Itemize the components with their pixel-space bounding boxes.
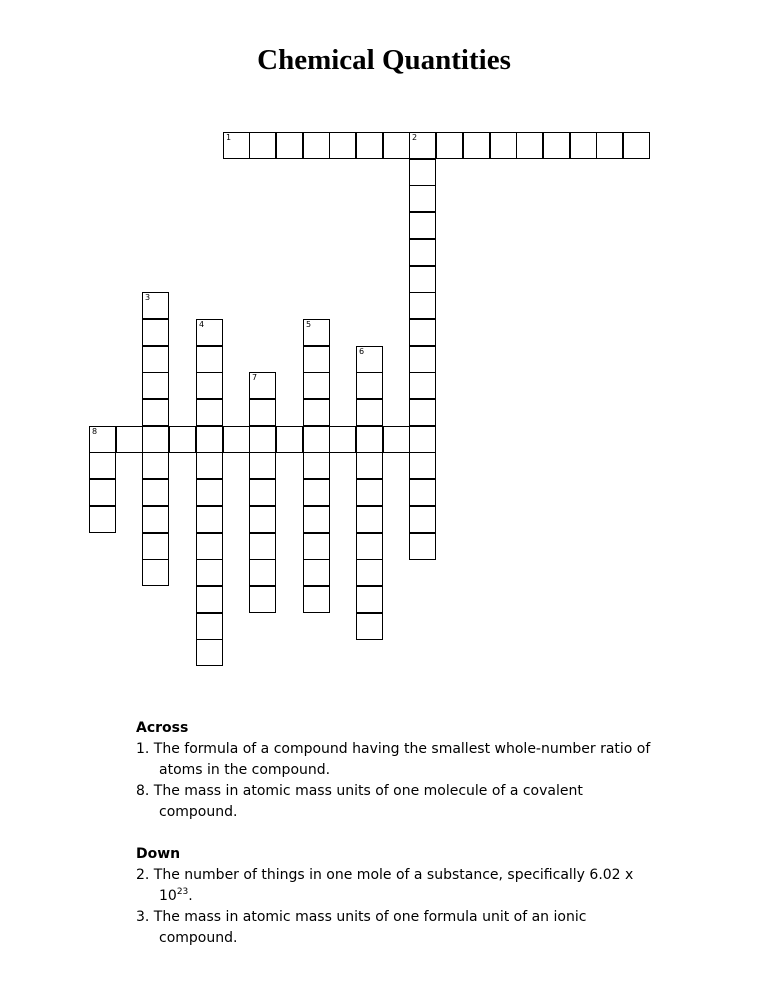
crossword-cell[interactable] [303, 372, 330, 399]
crossword-cell[interactable] [142, 452, 169, 479]
crossword-cell[interactable] [409, 506, 436, 533]
crossword-cell[interactable] [249, 559, 276, 586]
crossword-cell[interactable] [356, 399, 383, 426]
crossword-cell[interactable] [356, 426, 383, 453]
crossword-cell[interactable] [409, 479, 436, 506]
down-clue-3: 3. The mass in atomic mass units of one formula unit of an ionic compound. [136, 909, 587, 946]
crossword-cell[interactable] [249, 586, 276, 613]
crossword-cell[interactable] [409, 132, 436, 159]
crossword-cell[interactable] [142, 292, 169, 319]
crossword-cell[interactable] [383, 426, 410, 453]
crossword-cell[interactable] [142, 319, 169, 346]
crossword-cell[interactable] [409, 426, 436, 453]
crossword-cell[interactable] [142, 506, 169, 533]
crossword-cell[interactable] [383, 132, 410, 159]
crossword-cell[interactable] [249, 506, 276, 533]
crossword-cell[interactable] [463, 132, 490, 159]
crossword-cell[interactable] [196, 533, 223, 560]
crossword-cell[interactable] [249, 426, 276, 453]
crossword-cell[interactable] [89, 506, 116, 533]
clues-section [136, 718, 656, 949]
crossword-cell[interactable] [303, 479, 330, 506]
crossword-cell[interactable] [196, 452, 223, 479]
crossword-cell[interactable] [249, 479, 276, 506]
clue-number: 2 [412, 133, 418, 142]
crossword-cell[interactable] [223, 426, 250, 453]
crossword-cell[interactable] [142, 399, 169, 426]
down-clue-2 [136, 865, 656, 907]
clue-number: 6 [359, 347, 365, 356]
crossword-cell[interactable] [356, 479, 383, 506]
crossword-cell[interactable] [169, 426, 196, 453]
crossword-cell[interactable] [303, 586, 330, 613]
crossword-cell[interactable] [356, 586, 383, 613]
crossword-cell[interactable] [409, 159, 436, 186]
crossword-cell[interactable] [196, 586, 223, 613]
clue-number: 4 [199, 320, 205, 329]
crossword-cell[interactable] [89, 426, 116, 453]
crossword-cell[interactable] [142, 372, 169, 399]
crossword-cell[interactable] [249, 399, 276, 426]
crossword-cell[interactable] [303, 319, 330, 346]
clue-number: 1 [226, 133, 232, 142]
crossword-cell[interactable] [409, 319, 436, 346]
crossword-cell[interactable] [356, 372, 383, 399]
crossword-cell[interactable] [596, 132, 623, 159]
crossword-cell[interactable] [409, 372, 436, 399]
crossword-cell[interactable] [303, 452, 330, 479]
crossword-cell[interactable] [303, 533, 330, 560]
crossword-cell[interactable] [196, 426, 223, 453]
page-title: Chemical Quantities [257, 44, 511, 76]
crossword-cell[interactable] [356, 559, 383, 586]
crossword-cell[interactable] [409, 266, 436, 293]
crossword-cell[interactable] [196, 372, 223, 399]
crossword-cell[interactable] [356, 452, 383, 479]
clue-number: 7 [252, 373, 258, 382]
crossword-cell[interactable] [409, 346, 436, 373]
crossword-cell[interactable] [196, 506, 223, 533]
crossword-cell[interactable] [89, 452, 116, 479]
crossword-cell[interactable] [276, 132, 303, 159]
down-clue-2-text: 2. The number of things in one mole of a substance, specifically 6.02 x 10 [136, 867, 634, 904]
crossword-cell[interactable] [409, 533, 436, 560]
crossword-cell[interactable] [303, 132, 330, 159]
crossword-cell[interactable] [409, 452, 436, 479]
down-clue-2-exponent: 23 [176, 887, 189, 897]
down-clue-2-end: . [188, 888, 193, 904]
crossword-cell[interactable] [249, 132, 276, 159]
crossword-cell[interactable] [356, 533, 383, 560]
crossword-cell[interactable] [409, 185, 436, 212]
crossword-cell[interactable] [409, 212, 436, 239]
crossword-cell[interactable] [543, 132, 570, 159]
crossword-cell[interactable] [356, 506, 383, 533]
crossword-cell[interactable] [356, 613, 383, 640]
crossword-cell[interactable] [409, 292, 436, 319]
crossword-cell[interactable] [196, 319, 223, 346]
crossword-cell[interactable] [196, 479, 223, 506]
crossword-cell[interactable] [303, 399, 330, 426]
clue-number: 8 [92, 427, 98, 436]
crossword-cell[interactable] [303, 559, 330, 586]
crossword-cell[interactable] [303, 506, 330, 533]
across-clue-8: 8. The mass in atomic mass units of one molecule of a covalent compound. [136, 783, 583, 820]
crossword-cell[interactable] [329, 132, 356, 159]
crossword-cell[interactable] [89, 479, 116, 506]
crossword-cell[interactable] [249, 372, 276, 399]
crossword-cell[interactable] [623, 132, 650, 159]
down-heading: Down [136, 846, 181, 862]
crossword-cell[interactable] [249, 452, 276, 479]
crossword-cell[interactable] [116, 426, 143, 453]
crossword-cell[interactable] [142, 346, 169, 373]
crossword-cell[interactable] [142, 533, 169, 560]
crossword-cell[interactable] [516, 132, 543, 159]
crossword-cell[interactable] [570, 132, 597, 159]
crossword-cell[interactable] [196, 559, 223, 586]
crossword-cell[interactable] [196, 346, 223, 373]
crossword-cell[interactable] [436, 132, 463, 159]
crossword-cell[interactable] [490, 132, 517, 159]
crossword-cell[interactable] [196, 639, 223, 666]
crossword-cell[interactable] [142, 479, 169, 506]
crossword-cell[interactable] [409, 399, 436, 426]
crossword-cell[interactable] [303, 346, 330, 373]
crossword-cell[interactable] [329, 426, 356, 453]
crossword-cell[interactable] [409, 239, 436, 266]
crossword-cell[interactable] [249, 533, 276, 560]
crossword-cell[interactable] [196, 399, 223, 426]
clue-number: 5 [306, 320, 312, 329]
crossword-cell[interactable] [356, 132, 383, 159]
crossword-cell[interactable] [142, 559, 169, 586]
crossword-cell[interactable] [356, 346, 383, 373]
crossword-cell[interactable] [196, 613, 223, 640]
crossword-cell[interactable] [303, 426, 330, 453]
clue-number: 3 [145, 293, 151, 302]
crossword-cell[interactable] [223, 132, 250, 159]
across-clue-1: 1. The formula of a compound having the smallest whole-number ratio of atoms in the compound. [136, 741, 651, 778]
across-heading: Across [136, 720, 189, 736]
crossword-cell[interactable] [142, 426, 169, 453]
crossword-cell[interactable] [276, 426, 303, 453]
